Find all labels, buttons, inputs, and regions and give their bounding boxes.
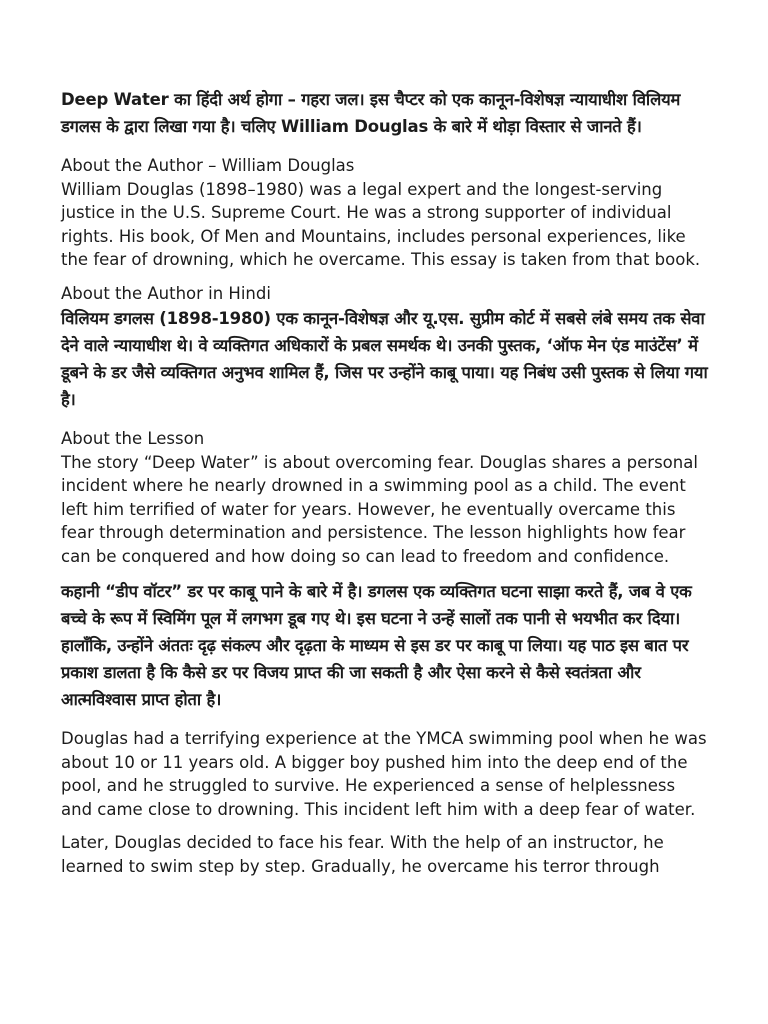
lesson-text-hindi: कहानी “डीप वॉटर” डर पर काबू पाने के बारे में है। डगलस एक व्यक्तिगत घटना साझा करते हैं, जब वे एक बच्चे के रूप में स्विमिंग पूल में लगभग डूब गए थे। इस घटना ने उन्हें सालों तक पानी से भयभीत कर दिया। हालाँकि, उन्होंने अंततः दृढ़ संकल्प और दृढ़ता के माध्यम से इस डर पर काबू पा लिया। यह पाठ इस बात पर प्रकाश डालता है कि कैसे डर पर विजय प्राप्त की जा सकती है और ऐसा करने से कैसे स्वतंत्रता और आत्मविश्वास प्राप्त होता है। (61, 582, 692, 709)
lesson-heading: About the Lesson (61, 429, 205, 448)
lesson-text-english: The story “Deep Water” is about overcoming fear. Douglas shares a personal incident where he nearly drowned in a swimming pool as a child. The event left him terrified of water for years. However, he eventually overcame this fear through determination and persistence. The lesson highlights how fear can be conquered and how doing so can lead to freedom and confidence. (61, 452, 698, 566)
summary-paragraph-1: Douglas had a terrifying experience at the YMCA swimming pool when he was about 10 or 11 years old. A bigger boy pushed him into the deep end of the pool, and he struggled to survive. He experienced a sense of helplessness and came close to drowning. This incident left him with a deep fear of water. (61, 729, 707, 819)
lesson-section (61, 427, 711, 568)
author-text-english: William Douglas (1898–1980) was a legal expert and the longest-serving justice in the U.S. Supreme Court. He was a strong supporter of individual rights. His book, Of Men and Mountains, includes personal experiences, like the fear of drowning, which he overcame. This essay is taken from that book. (61, 179, 701, 269)
document-page (61, 86, 711, 878)
author-heading-hindi: About the Author in Hindi (61, 283, 271, 303)
author-text-hindi: विलियम डगलस (1898-1980) एक कानून-विशेषज्ञ और यू.एस. सुप्रीम कोर्ट में सबसे लंबे समय तक सेवा देने वाले न्यायाधीश थे। वे व्यक्तिगत अधिकारों के प्रबल समर्थक थे। उनकी पुस्तक, ‘ऑफ मेन एंड माउंटेंस’ में डूबने के डर जैसे व्यक्तिगत अनुभव शामिल हैं, जिस पर उन्होंने काबू पाया। यह निबंध उसी पुस्तक से लिया गया है। (61, 309, 708, 409)
intro-paragraph-hindi: Deep Water का हिंदी अर्थ होगा – गहरा जल। इस चैप्टर को एक कानून-विशेषज्ञ न्यायाधीश विलियम डगलस के द्वारा लिखा गया है। चलिए William Douglas के बारे में थोड़ा विस्तार से जानते हैं। (61, 90, 681, 136)
author-section-hindi (61, 282, 711, 414)
author-section-english (61, 154, 711, 272)
author-heading-english: About the Author – William Douglas (61, 156, 355, 175)
summary-paragraph-2: Later, Douglas decided to face his fear. With the help of an instructor, he learned to swim step by step. Gradually, he overcame his terror through (61, 833, 664, 876)
